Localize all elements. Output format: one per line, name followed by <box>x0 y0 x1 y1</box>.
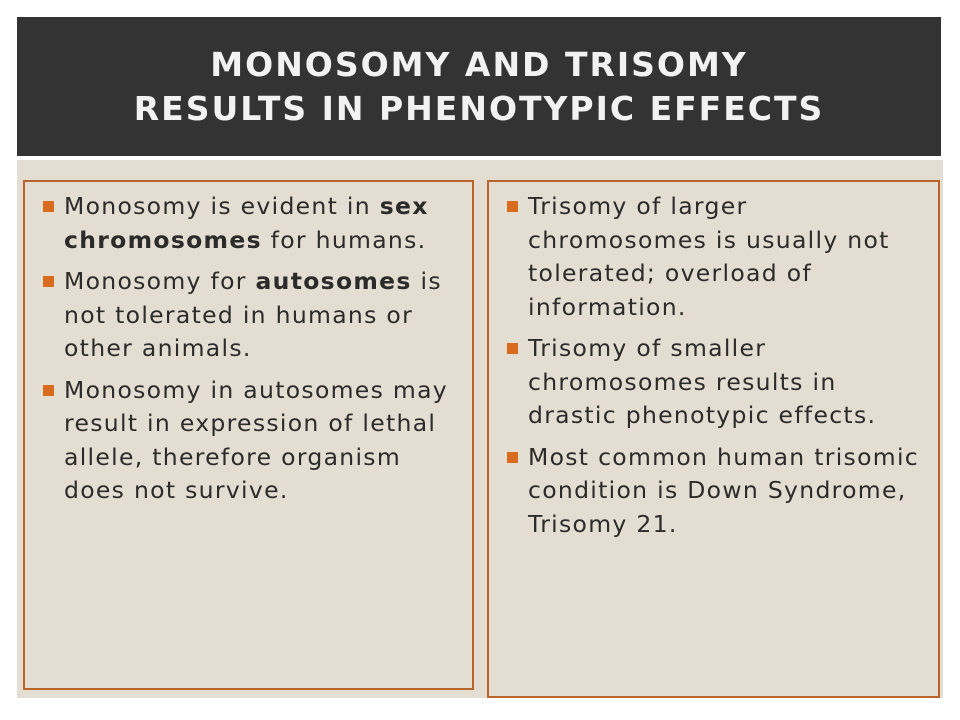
bullet-text: Trisomy of larger chromosomes is usually not tolerated; overload of information. <box>528 192 890 321</box>
bullet-text: Most common human trisomic condition is Down Syndrome, Trisomy 21. <box>528 442 920 538</box>
slide-title-line-2: RESULTS IN PHENOTYPIC EFFECTS <box>133 88 825 128</box>
right-bullet-item <box>507 332 930 433</box>
bullet-emphasis: autosomes <box>255 267 412 295</box>
left-bullet-item <box>43 265 464 366</box>
left-content-panel <box>23 180 474 690</box>
left-bullet-item <box>43 190 464 257</box>
square-bullet-icon <box>43 385 54 396</box>
square-bullet-icon <box>507 201 518 212</box>
right-bullet-item <box>507 441 930 542</box>
left-bullet-list <box>25 182 472 508</box>
bullet-text: is not tolerated in humans or other animals. <box>64 267 442 362</box>
right-bullet-item <box>507 190 930 324</box>
square-bullet-icon <box>43 276 54 287</box>
title-bar <box>17 17 941 156</box>
bullet-text: Monosomy is evident in <box>64 192 380 220</box>
bullet-text: Monosomy in autosomes may result in expression of lethal allele, therefore organism does not survive. <box>64 375 448 504</box>
left-bullet-item <box>43 374 464 508</box>
slide-title-line-1: MONOSOMY AND TRISOMY <box>210 44 748 84</box>
right-bullet-list <box>489 182 938 541</box>
square-bullet-icon <box>43 201 54 212</box>
bullet-text: Trisomy of smaller chromosomes results in drastic phenotypic effects. <box>528 334 877 429</box>
square-bullet-icon <box>507 343 518 354</box>
bullet-text: Monosomy for <box>64 267 256 295</box>
right-content-panel <box>487 180 940 698</box>
bullet-text: for humans. <box>261 225 427 254</box>
bullet-emphasis: sex chromosomes <box>64 192 429 254</box>
square-bullet-icon <box>507 452 518 463</box>
